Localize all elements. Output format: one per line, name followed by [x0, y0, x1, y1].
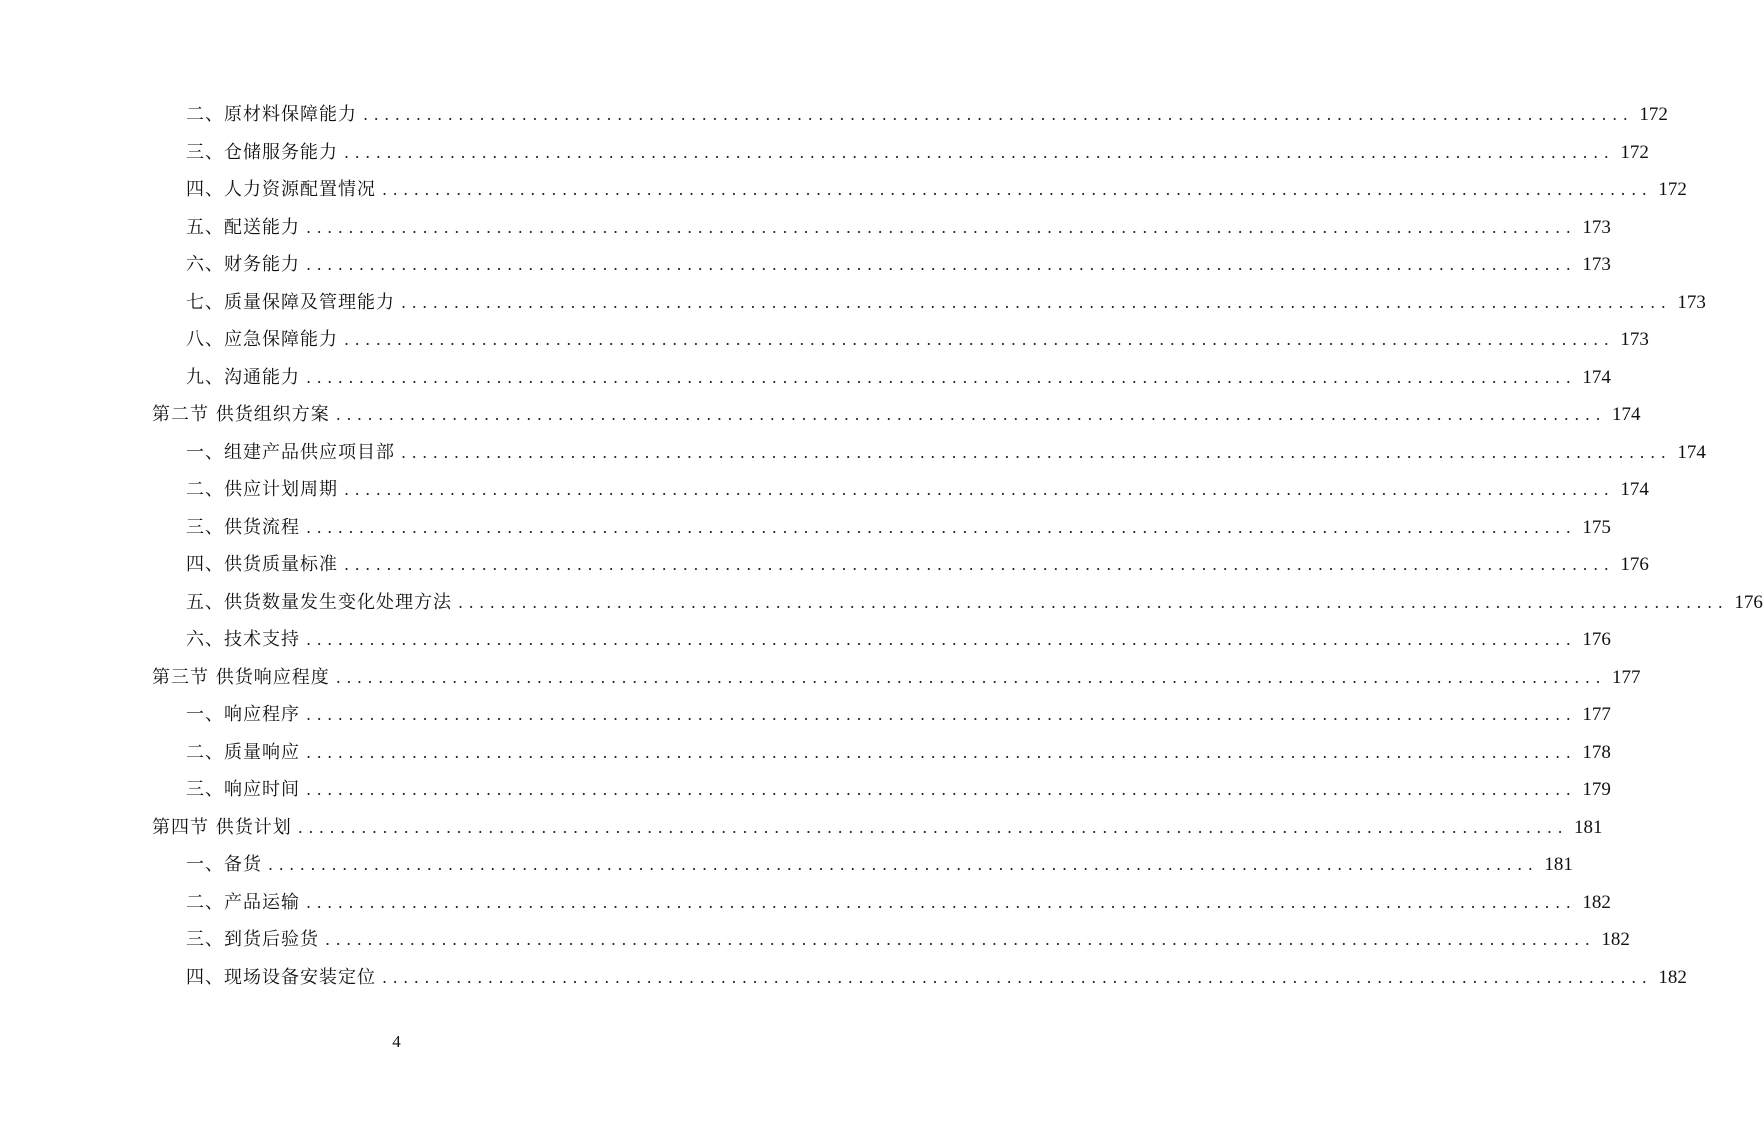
toc-entry-title: 一、组建产品供应项目部 [186, 441, 395, 463]
toc-entry-page: 179 [1582, 779, 1611, 800]
toc-entry-page: 173 [1582, 254, 1611, 275]
toc-section-entry[interactable] [152, 813, 1603, 843]
toc-dot-leader: ........................................................................................................................ [344, 480, 1615, 499]
toc-section-entry[interactable] [152, 663, 1641, 693]
toc-dot-leader: ........................................................................................................................ [382, 967, 1653, 987]
toc-entry-title: 二、原材料保障能力 [186, 104, 357, 125]
toc-entry-page: 182 [1601, 929, 1630, 950]
toc-subsection-entry[interactable] [186, 625, 1611, 655]
toc-entry-page: 172 [1658, 179, 1687, 200]
toc-dot-leader: ........................................................................................................................ [458, 592, 1729, 612]
toc-subsection-entry[interactable] [186, 438, 1706, 468]
toc-entry-page: 177 [1612, 666, 1641, 688]
toc-subsection-entry[interactable] [186, 888, 1611, 918]
toc-subsection-entry[interactable] [186, 550, 1649, 580]
toc-subsection-entry[interactable] [186, 175, 1687, 205]
toc-entry-title: 七、质量保障及管理能力 [186, 291, 395, 313]
toc-subsection-entry[interactable] [186, 250, 1611, 280]
toc-subsection-entry[interactable] [186, 213, 1611, 243]
toc-entry-title: 三、响应时间 [186, 779, 300, 800]
toc-dot-leader: ........................................................................................................................ [306, 705, 1577, 724]
toc-dot-leader: ........................................................................................................................ [297, 817, 1569, 837]
page-number: 4 [392, 1032, 401, 1051]
toc-subsection-entry[interactable] [186, 588, 1763, 618]
toc-entry-page: 172 [1620, 141, 1649, 163]
toc-dot-leader: ........................................................................................................................ [268, 855, 1539, 874]
toc-entry-title: 第四节 供货计划 [152, 816, 292, 838]
toc-entry-page: 182 [1658, 966, 1687, 988]
toc-entry-title: 一、响应程序 [186, 704, 300, 725]
toc-subsection-entry[interactable] [186, 963, 1687, 993]
toc-dot-leader: ........................................................................................................................ [306, 217, 1577, 237]
toc-dot-leader: ........................................................................................................................ [306, 892, 1577, 912]
toc-entry-page: 172 [1639, 104, 1668, 125]
toc-dot-leader: ........................................................................................................................ [363, 105, 1634, 124]
toc-entry-title: 四、现场设备安装定位 [186, 966, 376, 988]
toc-entry-page: 174 [1612, 404, 1641, 425]
toc-entry-title: 九、沟通能力 [186, 366, 300, 388]
toc-dot-leader: ........................................................................................................................ [344, 142, 1615, 162]
toc-entry-title: 一、备货 [186, 854, 262, 875]
toc-subsection-entry[interactable] [186, 700, 1611, 730]
toc-entry-title: 四、供货质量标准 [186, 554, 338, 575]
toc-dot-leader: ........................................................................................................................ [306, 630, 1577, 649]
toc-entry-page: 178 [1582, 741, 1611, 763]
toc-entry-title: 六、财务能力 [186, 254, 300, 275]
toc-entry-page: 173 [1582, 216, 1611, 238]
toc-entry-title: 六、技术支持 [186, 629, 300, 650]
toc-subsection-entry[interactable] [186, 738, 1611, 768]
toc-entry-title: 八、应急保障能力 [186, 329, 338, 350]
toc-dot-leader: ........................................................................................................................ [325, 930, 1596, 949]
toc-entry-page: 173 [1677, 291, 1706, 313]
toc-entry-page: 174 [1677, 441, 1706, 463]
toc-entry-title: 五、配送能力 [186, 216, 300, 238]
toc-dot-leader: ........................................................................................................................ [306, 255, 1577, 274]
toc-entry-page: 174 [1582, 366, 1611, 388]
toc-entry-title: 二、质量响应 [186, 741, 300, 763]
toc-dot-leader: ........................................................................................................................ [382, 180, 1653, 199]
toc-entry-page: 181 [1574, 816, 1603, 838]
toc-subsection-entry[interactable] [186, 363, 1611, 393]
toc-dot-leader: ........................................................................................................................ [344, 555, 1615, 574]
toc-dot-leader: ........................................................................................................................ [344, 330, 1615, 349]
toc-entry-page: 176 [1620, 554, 1649, 575]
toc-entry-title: 二、供应计划周期 [186, 479, 338, 500]
toc-dot-leader: ........................................................................................................................ [306, 742, 1577, 762]
toc-subsection-entry[interactable] [186, 100, 1668, 130]
toc-entry-title: 四、人力资源配置情况 [186, 179, 376, 200]
toc-entry-title: 三、供货流程 [186, 516, 300, 538]
toc-subsection-entry[interactable] [186, 325, 1649, 355]
toc-entry-page: 175 [1582, 516, 1611, 538]
toc-entry-title: 五、供货数量发生变化处理方法 [186, 591, 452, 613]
toc-entry-page: 174 [1620, 479, 1649, 500]
toc-subsection-entry[interactable] [186, 775, 1611, 805]
toc-dot-leader: ........................................................................................................................ [401, 292, 1672, 312]
toc-entry-page: 177 [1582, 704, 1611, 725]
toc-subsection-entry[interactable] [186, 513, 1611, 543]
toc-dot-leader: ........................................................................................................................ [401, 442, 1672, 462]
toc-subsection-entry[interactable] [186, 850, 1573, 880]
toc-entry-title: 三、到货后验货 [186, 929, 319, 950]
toc-entry-page: 173 [1620, 329, 1649, 350]
toc-entry-page: 176 [1734, 591, 1763, 613]
toc-subsection-entry[interactable] [186, 138, 1649, 168]
toc-entry-page: 182 [1582, 891, 1611, 913]
toc-subsection-entry[interactable] [186, 925, 1630, 955]
toc-entry-title: 二、产品运输 [186, 891, 300, 913]
toc-subsection-entry[interactable] [186, 475, 1649, 505]
toc-entry-page: 181 [1544, 854, 1573, 875]
toc-dot-leader: ........................................................................................................................ [306, 780, 1577, 799]
toc-subsection-entry[interactable] [186, 288, 1706, 318]
toc-entry-title: 三、仓储服务能力 [186, 141, 338, 163]
toc-dot-leader: ........................................................................................................................ [335, 405, 1607, 424]
toc-entry-page: 176 [1582, 629, 1611, 650]
toc-dot-leader: ........................................................................................................................ [335, 667, 1607, 687]
toc-dot-leader: ........................................................................................................................ [306, 367, 1577, 387]
toc-entry-title: 第三节 供货响应程度 [152, 666, 330, 688]
toc-entry-title: 第二节 供货组织方案 [152, 404, 330, 425]
toc-dot-leader: ........................................................................................................................ [306, 517, 1577, 537]
toc-section-entry[interactable] [152, 400, 1641, 430]
